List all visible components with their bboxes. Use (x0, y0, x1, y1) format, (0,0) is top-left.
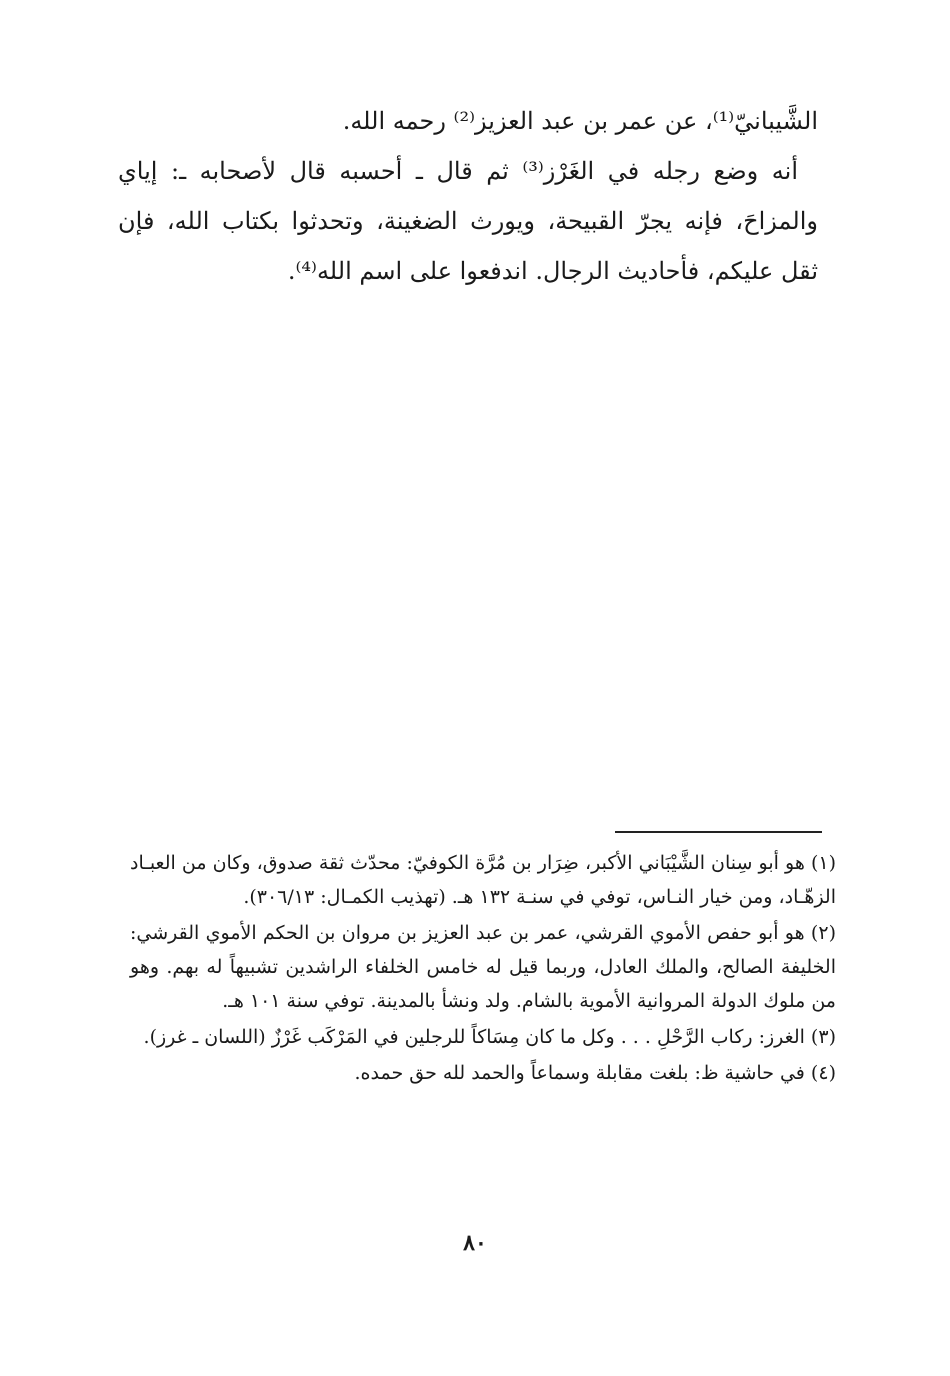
footnote-3: (٣) الغرز: ركاب الرَّحْلِ . . . وكل ما كان مِسَاكاً للرجلين في المَرْكَب غَرْزٌ (اللسان ـ غرز). (143, 1026, 836, 1048)
footnote-separator (615, 831, 822, 833)
footnotes (130, 846, 836, 1092)
footnote-4: (٤) في حاشية ظ: بلغت مقابلة وسماعاً والحمد لله حق حمده. (354, 1062, 836, 1084)
main-text-line: الشَّيبانيّ⁽¹⁾، عن عمر بن عبد العزيز⁽²⁾ رحمه الله. (342, 107, 818, 135)
footnote-1: (١) هو أبو سِنان الشَّيْبَاني الأكبر، ضِرَار بن مُرَّة الكوفيّ: محدّث ثقة صدوق، وكان من العبـاد الزهّـاد، ومن خيار النـاس، توفي في سنـة ١٣٢ هـ. (تهذيب الكمـال: ٣٠٦/١٣). (130, 852, 836, 908)
main-text (118, 96, 818, 296)
page-number: ٨٠ (463, 1230, 487, 1256)
footnote-2: (٢) هو أبو حفص الأموي القرشي، عمر بن عبد العزيز بن مروان بن الحكم الأموي القرشي: الخليفة الصالح، والملك العادل، وربما قيل له خامس الخلفاء الراشدين تشبيهاً له بهم. وهو من ملوك الدولة المروانية الأموية بالشام. ولد ونشأ بالمدينة. توفي سنة ١٠١ هـ. (130, 922, 836, 1012)
main-text-paragraph: أنه وضع رجله في الغَرْز⁽³⁾ ثم قال ـ أحسبه قال لأصحابه ـ: إياي والمزاحَ، فإنه يجرّ القبيحة، ويورث الضغينة، وتحدثوا بكتاب الله، فإن ثقل عليكم، فأحاديث الرجال. اندفعوا على اسم الله⁽⁴⁾. (118, 157, 818, 285)
